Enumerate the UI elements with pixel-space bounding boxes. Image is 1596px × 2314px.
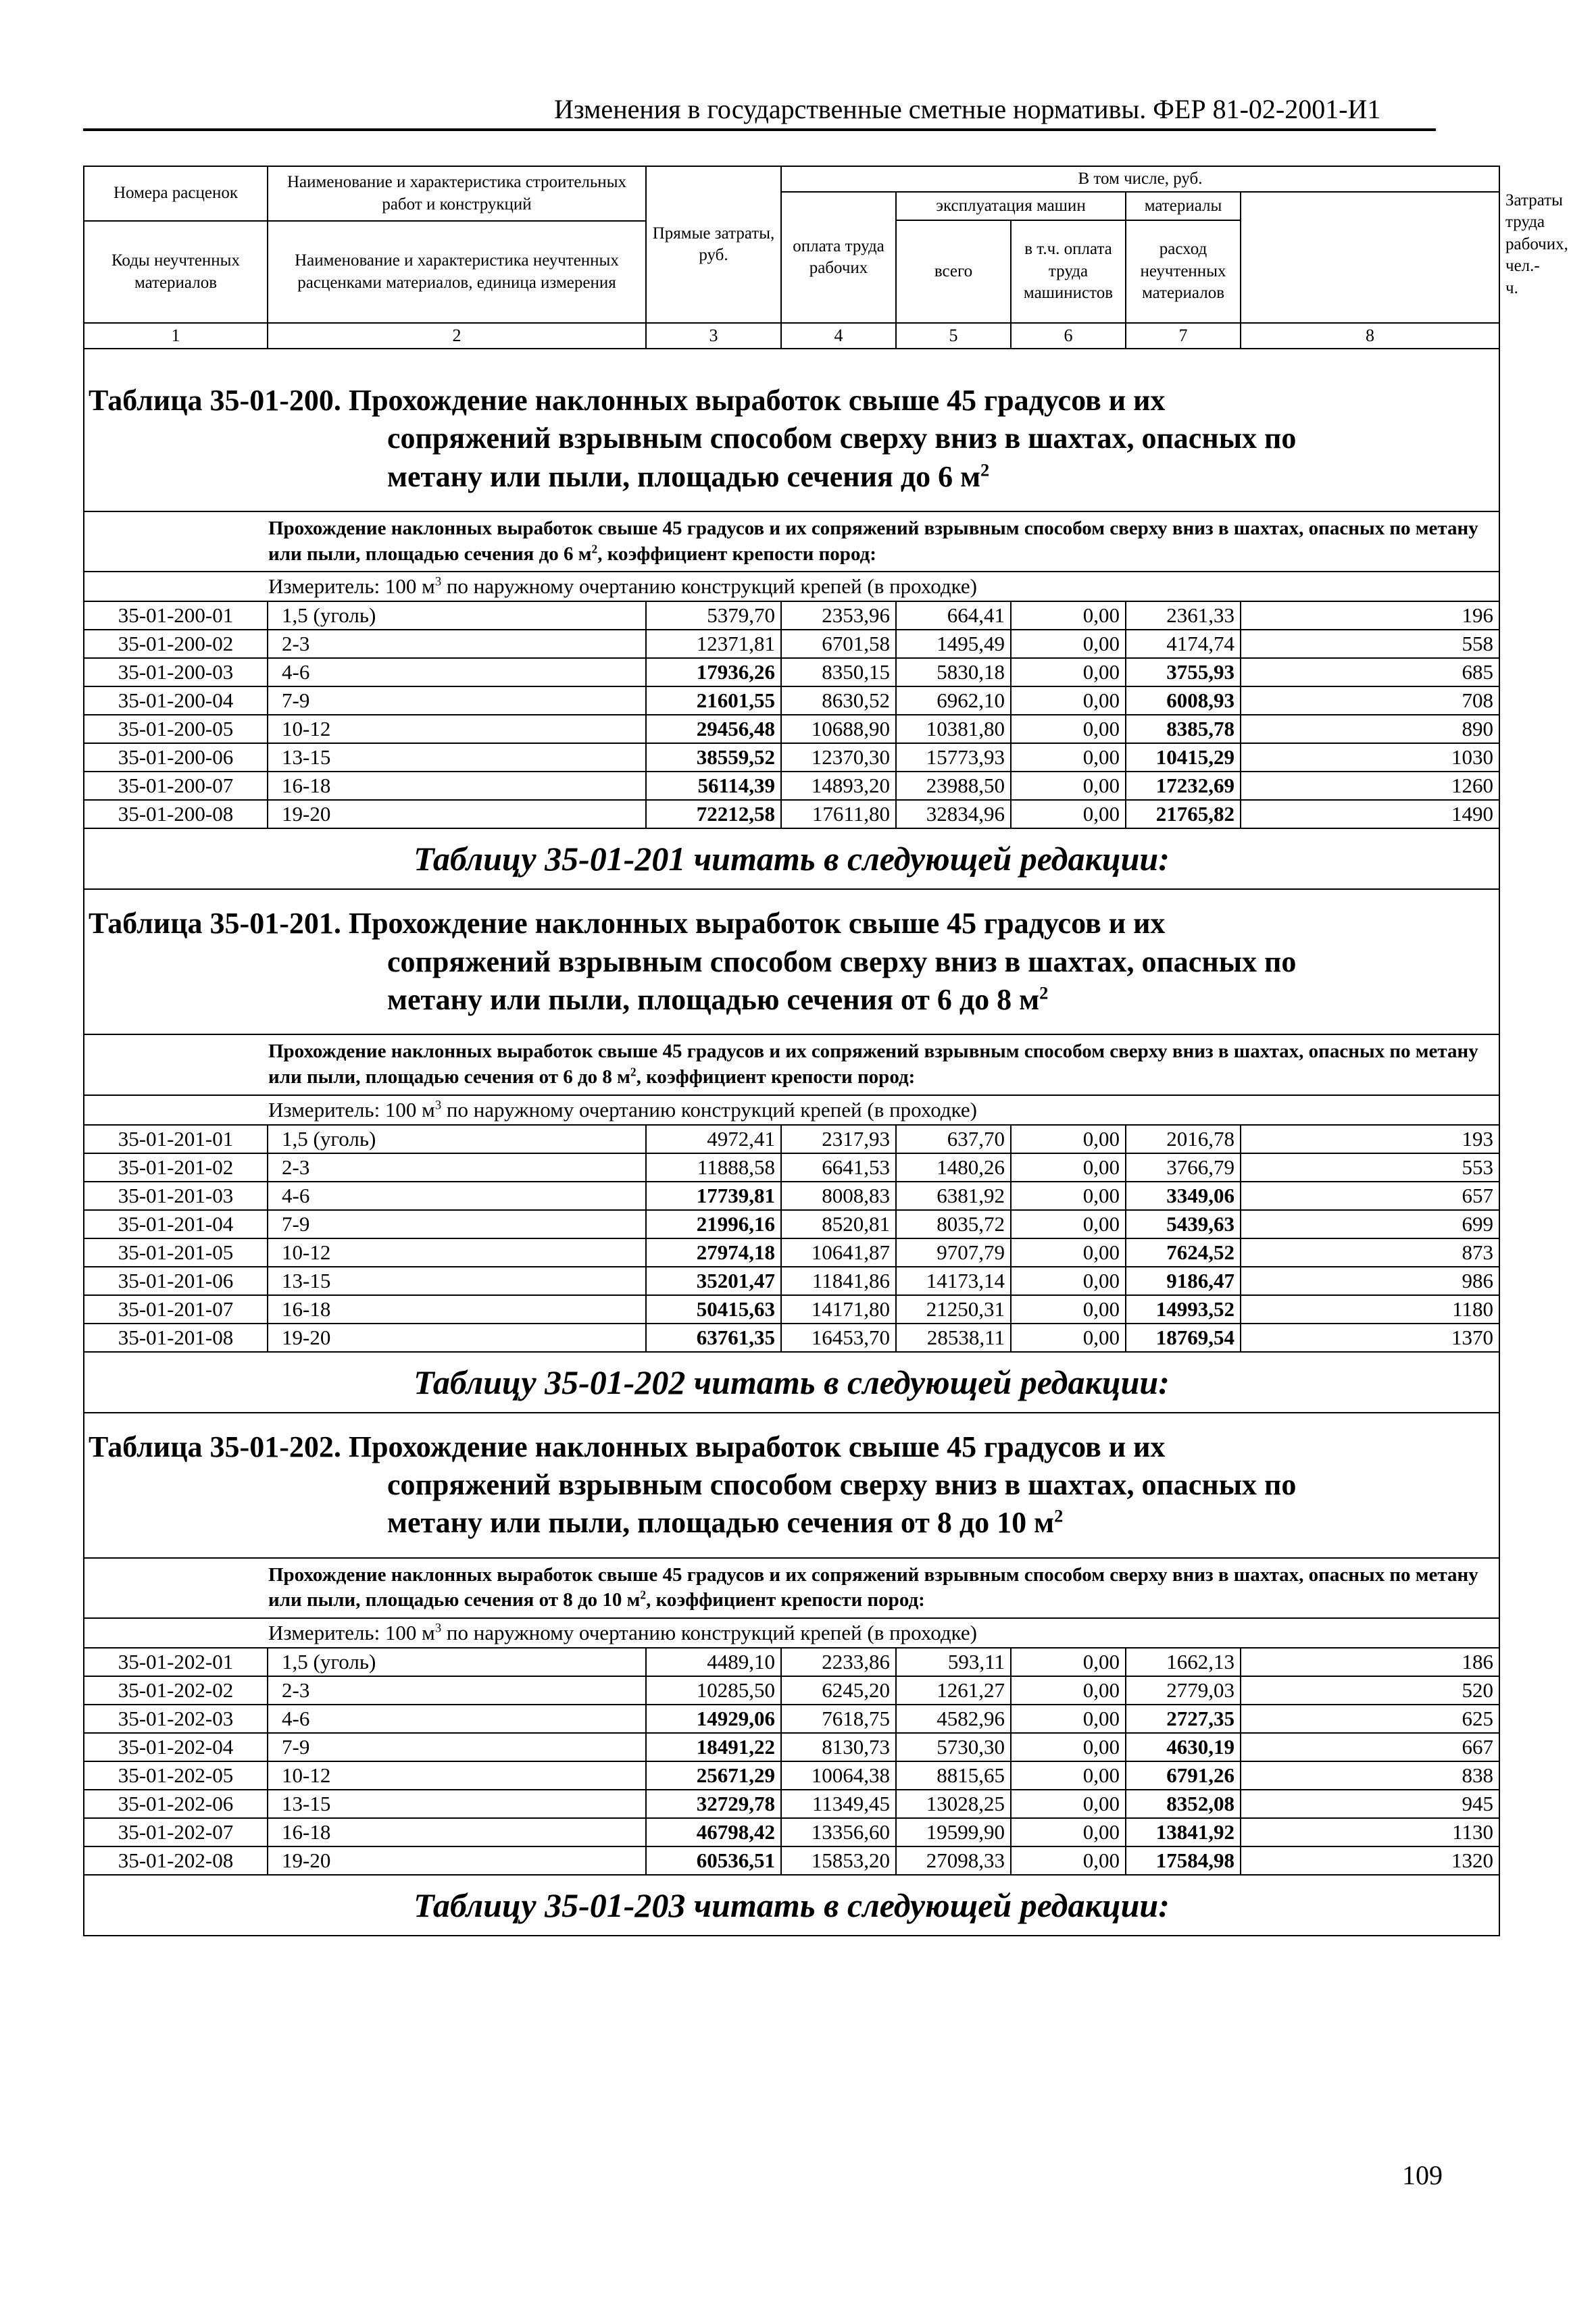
- table-row: [84, 1267, 1499, 1295]
- table-title-line: Таблица 35-01-202. Прохождение наклонных выработок свыше 45 градусов и их: [89, 1430, 1166, 1463]
- cell-rock-hardness: 16-18: [268, 1818, 646, 1846]
- cell-machinist-pay: 0,00: [1011, 743, 1126, 772]
- cell-machine-operation: 8035,72: [896, 1210, 1011, 1238]
- cell-machine-operation: 1261,27: [896, 1676, 1011, 1705]
- superscript: 2: [640, 1588, 647, 1602]
- cell-labor-pay: 6245,20: [781, 1676, 896, 1705]
- column-number: 1: [84, 323, 268, 349]
- cell-direct-costs: 50415,63: [646, 1295, 781, 1324]
- cell-labor-hours: 625: [1241, 1705, 1499, 1733]
- cell-labor-hours: 558: [1241, 630, 1499, 658]
- cell-rock-hardness: 10-12: [268, 1761, 646, 1790]
- cell-labor-hours: 193: [1241, 1125, 1499, 1153]
- cell-rock-hardness: 19-20: [268, 1846, 646, 1875]
- cell-rock-hardness: 2-3: [268, 1153, 646, 1182]
- cell-materials: 8385,78: [1126, 715, 1241, 743]
- cell-labor-hours: 1130: [1241, 1818, 1499, 1846]
- revision-note-row: [84, 1352, 1499, 1413]
- cell-rock-hardness: 19-20: [268, 800, 646, 828]
- table-row: [84, 1295, 1499, 1324]
- column-number: 6: [1011, 323, 1126, 349]
- cell-rate-code: 35-01-202-01: [84, 1648, 268, 1676]
- table-row: [84, 1790, 1499, 1818]
- cell-machine-operation: 6381,92: [896, 1182, 1011, 1210]
- cell-direct-costs: 10285,50: [646, 1676, 781, 1705]
- measure-unit: [84, 1095, 1499, 1125]
- cell-machine-operation: 23988,50: [896, 772, 1011, 800]
- cell-labor-pay: 10688,90: [781, 715, 896, 743]
- cell-labor-pay: 15853,20: [781, 1846, 896, 1875]
- measure-row: [84, 1618, 1499, 1648]
- cell-rate-code: 35-01-201-07: [84, 1295, 268, 1324]
- work-description: [84, 1034, 1499, 1095]
- cell-labor-hours: 186: [1241, 1648, 1499, 1676]
- table-row: [84, 686, 1499, 715]
- cell-rock-hardness: 13-15: [268, 1790, 646, 1818]
- cell-rate-code: 35-01-200-02: [84, 630, 268, 658]
- cell-labor-pay: 8350,15: [781, 658, 896, 686]
- cell-materials: 17584,98: [1126, 1846, 1241, 1875]
- cell-materials: 2727,35: [1126, 1705, 1241, 1733]
- cell-machine-operation: 10381,80: [896, 715, 1011, 743]
- cell-labor-hours: 1260: [1241, 772, 1499, 800]
- page-number: 109: [1402, 2160, 1443, 2190]
- cell-machinist-pay: 0,00: [1011, 1790, 1126, 1818]
- measure-text: Измеритель: 100 м: [268, 1620, 435, 1644]
- cell-direct-costs: 12371,81: [646, 630, 781, 658]
- cell-materials: 3349,06: [1126, 1182, 1241, 1210]
- cell-machinist-pay: 0,00: [1011, 1676, 1126, 1705]
- cell-labor-hours: 890: [1241, 715, 1499, 743]
- cell-labor-pay: 8630,52: [781, 686, 896, 715]
- column-number: 5: [896, 323, 1011, 349]
- cell-direct-costs: 46798,42: [646, 1818, 781, 1846]
- table-row: [84, 1210, 1499, 1238]
- description-tail: , коэффициент крепости пород:: [646, 1589, 925, 1611]
- cell-rate-code: 35-01-202-03: [84, 1705, 268, 1733]
- cell-direct-costs: 17739,81: [646, 1182, 781, 1210]
- cell-labor-hours: 708: [1241, 686, 1499, 715]
- column-number: 4: [781, 323, 896, 349]
- table-title-text: метану или пыли, площадью сечения от 8 до 10 м: [387, 1506, 1055, 1540]
- cell-direct-costs: 14929,06: [646, 1705, 781, 1733]
- table-title-line: [89, 981, 1495, 1019]
- description-text: Прохождение наклонных выработок свыше 45 градусов и их сопряжений взрывным способом сверху вниз в шахтах, опасных по метану или пыли, площадью сечения от 6 до 8 м: [268, 1040, 1478, 1088]
- cell-direct-costs: 35201,47: [646, 1267, 781, 1295]
- table-title-line: Таблица 35-01-201. Прохождение наклонных выработок свыше 45 градусов и их: [89, 907, 1166, 940]
- cell-machine-operation: 15773,93: [896, 743, 1011, 772]
- cell-machinist-pay: 0,00: [1011, 630, 1126, 658]
- cell-direct-costs: 4972,41: [646, 1125, 781, 1153]
- cell-machine-operation: 27098,33: [896, 1846, 1011, 1875]
- table-title-line: [89, 1504, 1495, 1542]
- cell-labor-hours: 838: [1241, 1761, 1499, 1790]
- cell-labor-hours: 1320: [1241, 1846, 1499, 1875]
- header-work-name: Наименование и характеристика строительных работ и конструкций: [268, 166, 646, 221]
- table-row: [84, 1733, 1499, 1761]
- table-title-line: сопряжений взрывным способом сверху вниз в шахтах, опасных по: [387, 422, 1297, 455]
- cell-labor-hours: 945: [1241, 1790, 1499, 1818]
- cell-machinist-pay: 0,00: [1011, 1846, 1126, 1875]
- revision-note: Таблицу 35-01-201 читать в следующей редакции:: [84, 828, 1499, 889]
- header-rate-number: Номера расценок: [84, 166, 268, 221]
- cell-labor-hours: 196: [1241, 601, 1499, 630]
- description-text: Прохождение наклонных выработок свыше 45 градусов и их сопряжений взрывным способом сверху вниз в шахтах, опасных по метану или пыли, площадью сечения от 8 до 10 м: [268, 1563, 1478, 1611]
- cell-rate-code: 35-01-202-04: [84, 1733, 268, 1761]
- cell-machine-operation: 664,41: [896, 601, 1011, 630]
- header-material-name: Наименование и характеристика неучтенных расценками материалов, единица измерения: [268, 221, 646, 323]
- superscript: 3: [434, 574, 442, 589]
- cell-rate-code: 35-01-201-06: [84, 1267, 268, 1295]
- header-materials: материалы: [1126, 192, 1241, 220]
- table-row: [84, 1125, 1499, 1153]
- header-machine-total: всего: [896, 220, 1011, 323]
- table-row: [84, 1182, 1499, 1210]
- cell-machinist-pay: 0,00: [1011, 686, 1126, 715]
- cell-machine-operation: 6962,10: [896, 686, 1011, 715]
- cell-machinist-pay: 0,00: [1011, 1267, 1126, 1295]
- cell-labor-pay: 6701,58: [781, 630, 896, 658]
- column-number: 8: [1241, 323, 1499, 349]
- description-row: [84, 1558, 1499, 1618]
- cell-direct-costs: 17936,26: [646, 658, 781, 686]
- cell-machine-operation: 4582,96: [896, 1705, 1011, 1733]
- cell-rate-code: 35-01-200-07: [84, 772, 268, 800]
- cell-rate-code: 35-01-202-08: [84, 1846, 268, 1875]
- cell-materials: 2779,03: [1126, 1676, 1241, 1705]
- table-title-line: сопряжений взрывным способом сверху вниз в шахтах, опасных по: [387, 1467, 1297, 1501]
- cell-direct-costs: 72212,58: [646, 800, 781, 828]
- superscript: 3: [434, 1621, 442, 1636]
- superscript: 3: [434, 1098, 442, 1113]
- cell-machinist-pay: 0,00: [1011, 1210, 1126, 1238]
- header-machinist-pay: в т.ч. оплата труда машинистов: [1011, 220, 1126, 323]
- cell-materials: 2016,78: [1126, 1125, 1241, 1153]
- cell-rock-hardness: 4-6: [268, 1705, 646, 1733]
- revision-note: Таблицу 35-01-202 читать в следующей редакции:: [84, 1352, 1499, 1413]
- cell-direct-costs: 60536,51: [646, 1846, 781, 1875]
- cell-materials: 2361,33: [1126, 601, 1241, 630]
- measure-unit: [84, 572, 1499, 601]
- cell-machinist-pay: 0,00: [1011, 1125, 1126, 1153]
- cell-rock-hardness: 7-9: [268, 1210, 646, 1238]
- cell-labor-hours: 667: [1241, 1733, 1499, 1761]
- cell-rock-hardness: 19-20: [268, 1324, 646, 1352]
- cell-labor-hours: 1180: [1241, 1295, 1499, 1324]
- table-row: [84, 1761, 1499, 1790]
- cell-labor-pay: 13356,60: [781, 1818, 896, 1846]
- cell-labor-pay: 14893,20: [781, 772, 896, 800]
- cell-rock-hardness: 7-9: [268, 1733, 646, 1761]
- description-tail: , коэффициент крепости пород:: [597, 543, 876, 565]
- table-row: [84, 743, 1499, 772]
- table-title-line: [89, 458, 1495, 496]
- cell-machine-operation: 1495,49: [896, 630, 1011, 658]
- cell-labor-hours: 553: [1241, 1153, 1499, 1182]
- cell-machinist-pay: 0,00: [1011, 1238, 1126, 1267]
- header-materials-unaccounted: расход неучтенных материалов: [1126, 220, 1241, 323]
- measure-row: [84, 1095, 1499, 1125]
- cell-labor-pay: 8130,73: [781, 1733, 896, 1761]
- estimate-table: Номера расценок Наименование и характеристика строительных работ и конструкций Прямые затраты, руб. В том числе, руб. Затраты труда рабочих, чел.-ч. оплата труда рабочих эксплуатация машин материалы всего в т.ч. оплата труда машинистов расход неучтенных материалов Коды неучтенных материалов Наименование и характеристика неучтенных расценками материалов, единица измерения 1 2 3 4 5 6 7 8 Таблица 35-01-200. Прохождение наклонных выработок свыше 45 градусов и их сопряжений взрывным способом сверху вниз в шахтах, опасных по метану или пыли, площадью сечения до 6 $м^2$ Прохождение наклонных выработок свыше 45 градусов и их сопряжений взрывным способом сверху вниз в шахтах, опасных по метану или пыли, площадью сечения до 6 $м^2$, коэффициент крепости пород: Измеритель: 100 $м^3$ по наружному очертанию конструкций крепей (в проходке) 35-01-200-01 1,5 (уголь) 5379,70 2353,96 664,41 0,00 2361,33 196 35-01-200-02 2-3 12371,81 6701,58 1495,49 0,00 4174,74 558 35-01-200-03 4-6 17936,26 8350,15 5830,18 0,00 3755,93 685 35-01-200-04 7-9 21601,55 8630,52 6962,10 0,00 6008,93 708 35-01-200-05 10-12 29456,48 10688,90 10381,80 0,00 8385,78 890 35-01-200-06 13-15 38559,52 12370,30 15773,93 0,00 10415,29 1030 35-01-200-07 16-18 56114,39 14893,20 23988,50 0,00 17232,69 1260 35-01-200-08 19-20 72212,58 17611,80 32834,96 0,00 21765,82 1490 Таблицу 35-01-201 читать в следующей редакции: Таблица 35-01-201. Прохождение наклонных выработок свыше 45 градусов и их сопряжений взрывным способом сверху вниз в шахтах, опасных по метану или пыли, площадью сечения от 6 до 8 $м^2$ Прохождение наклонных выработок свыше 45 градусов и их сопряжений взрывным способом сверху вниз в шахтах, опасных по метану или пыли, площадью сечения от 6 до 8 $м^2$, коэффициент крепости пород: Измеритель: 100 $м^3$ по наружному очертанию конструкций крепей (в проходке) 35-01-201-01 1,5 (уголь) 4972,41 2317,93 637,70 0,00 2016,78 193 35-01-201-02 2-3 11888,58 6641,53 1480,26 0,00 3766,79 553 35-01-201-03 4-6 17739,81 8008,83 6381,92 0,00 3349,06 657 35-01-201-04 7-9 21996,16 8520,81 8035,72 0,00 5439,63 699 35-01-201-05 10-12 27974,18 10641,87 9707,79 0,00 7624,52 873 35-01-201-06 13-15 35201,47 11841,86 14173,14 0,00 9186,47 986 35-01-201-07 16-18 50415,63 14171,80 21250,31 0,00 14993,52 1180 35-01-201-08 19-20 63761,35 16453,70 28538,11 0,00 18769,54 1370 Таблицу 35-01-202 читать в следующей редакции: Таблица 35-01-202. Прохождение наклонных выработок свыше 45 градусов и их сопряжений взрывным способом сверху вниз в шахтах, опасных по метану или пыли, площадью сечения от 8 до 10 $м^2$ Прохождение наклонных выработок свыше 45 градусов и их сопряжений взрывным способом сверху вниз в шахтах, опасных по метану или пыли, площадью сечения от 8 до 10 $м^2$, коэффициент крепости пород: Измеритель: 100 $м^3$ по наружному очертанию конструкций крепей (в проходке) 35-01-202-01 1,5 (уголь) 4489,10 2233,86 593,11 0,00 1662,13 186 35-01-202-02 2-3 10285,50 6245,20 1261,27 0,00 2779,03 520 35-01-202-03 4-6 14929,06 7618,75 4582,96 0,00 2727,35 625 35-01-202-04 7-9 18491,22 8130,73 5730,30 0,00 4630,19 667 35-01-202-05 10-12 25671,29 10064,38 8815,65 0,00 6791,26 838 35-01-202-06 13-15 32729,78 11349,45 13028,25 0,00 8352,08 945 35-01-202-07 16-18 46798,42 13356,60 19599,90 0,00 13841,92 1130 35-01-202-08 19-20 60536,51 15853,20 27098,33 0,00 17584,98 1320 Таблицу 35-01-203 читать в следующей редакции:: [83, 166, 1500, 1936]
- cell-materials: 3755,93: [1126, 658, 1241, 686]
- cell-labor-hours: 873: [1241, 1238, 1499, 1267]
- cell-machinist-pay: 0,00: [1011, 1182, 1126, 1210]
- cell-machinist-pay: 0,00: [1011, 1648, 1126, 1676]
- cell-materials: 4630,19: [1126, 1733, 1241, 1761]
- header-including: В том числе, руб.: [781, 166, 1499, 192]
- cell-materials: 13841,92: [1126, 1818, 1241, 1846]
- cell-materials: 17232,69: [1126, 772, 1241, 800]
- superscript: 2: [1039, 982, 1049, 1003]
- cell-machine-operation: 1480,26: [896, 1153, 1011, 1182]
- cell-rock-hardness: 2-3: [268, 1676, 646, 1705]
- running-head: Изменения в государственные сметные нормативы. ФЕР 81-02-2001-И1: [554, 94, 1381, 124]
- table-row: [84, 1846, 1499, 1875]
- cell-rock-hardness: 10-12: [268, 715, 646, 743]
- column-number: 3: [646, 323, 781, 349]
- cell-rate-code: 35-01-201-04: [84, 1210, 268, 1238]
- cell-rate-code: 35-01-201-02: [84, 1153, 268, 1182]
- description-row: [84, 1034, 1499, 1095]
- work-description: [84, 1558, 1499, 1618]
- table-row: [84, 800, 1499, 828]
- cell-machinist-pay: 0,00: [1011, 601, 1126, 630]
- table-row: [84, 1238, 1499, 1267]
- cell-labor-hours: 1370: [1241, 1324, 1499, 1352]
- description-tail: , коэффициент крепости пород:: [636, 1065, 916, 1088]
- cell-rock-hardness: 13-15: [268, 1267, 646, 1295]
- cell-rate-code: 35-01-201-01: [84, 1125, 268, 1153]
- table-title-row: [84, 367, 1499, 511]
- cell-materials: 7624,52: [1126, 1238, 1241, 1267]
- cell-labor-hours: 657: [1241, 1182, 1499, 1210]
- header-labor-pay: оплата труда рабочих: [781, 192, 896, 323]
- superscript: 2: [591, 541, 598, 555]
- cell-rate-code: 35-01-201-05: [84, 1238, 268, 1267]
- cell-machinist-pay: 0,00: [1011, 1818, 1126, 1846]
- cell-machine-operation: 9707,79: [896, 1238, 1011, 1267]
- cell-machine-operation: 593,11: [896, 1648, 1011, 1676]
- cell-materials: 14993,52: [1126, 1295, 1241, 1324]
- table-title: [84, 367, 1499, 511]
- cell-materials: 1662,13: [1126, 1648, 1241, 1676]
- header-direct-costs: Прямые затраты, руб.: [646, 166, 781, 323]
- column-number: 2: [268, 323, 646, 349]
- superscript: 2: [630, 1065, 637, 1079]
- cell-rock-hardness: 1,5 (уголь): [268, 601, 646, 630]
- header-machine-operation: эксплуатация машин: [896, 192, 1126, 220]
- cell-direct-costs: 63761,35: [646, 1324, 781, 1352]
- description-text: Прохождение наклонных выработок свыше 45 градусов и их сопряжений взрывным способом сверху вниз в шахтах, опасных по метану или пыли, площадью сечения до 6 м: [268, 517, 1478, 565]
- cell-machine-operation: 21250,31: [896, 1295, 1011, 1324]
- header-material-codes: Коды неучтенных материалов: [84, 221, 268, 323]
- table-row: [84, 1818, 1499, 1846]
- superscript: 2: [1054, 1505, 1064, 1526]
- cell-labor-hours: 520: [1241, 1676, 1499, 1705]
- cell-machinist-pay: 0,00: [1011, 1295, 1126, 1324]
- table-title-text: метану или пыли, площадью сечения от 6 до 8 м: [387, 982, 1040, 1016]
- cell-labor-pay: 17611,80: [781, 800, 896, 828]
- cell-labor-pay: 6641,53: [781, 1153, 896, 1182]
- cell-rate-code: 35-01-200-06: [84, 743, 268, 772]
- cell-rate-code: 35-01-202-06: [84, 1790, 268, 1818]
- cell-machine-operation: 5730,30: [896, 1733, 1011, 1761]
- cell-labor-pay: 8520,81: [781, 1210, 896, 1238]
- cell-materials: 6008,93: [1126, 686, 1241, 715]
- table-row: [84, 715, 1499, 743]
- cell-materials: 6791,26: [1126, 1761, 1241, 1790]
- cell-direct-costs: 21996,16: [646, 1210, 781, 1238]
- cell-machinist-pay: 0,00: [1011, 715, 1126, 743]
- table-row: [84, 1153, 1499, 1182]
- cell-labor-hours: 685: [1241, 658, 1499, 686]
- cell-machine-operation: 5830,18: [896, 658, 1011, 686]
- revision-note-row: [84, 828, 1499, 889]
- table-title-line: Таблица 35-01-200. Прохождение наклонных выработок свыше 45 градусов и их: [89, 384, 1166, 417]
- revision-note: Таблицу 35-01-203 читать в следующей редакции:: [84, 1875, 1499, 1936]
- table-row: [84, 1705, 1499, 1733]
- measure-tail: по наружному очертанию конструкций крепей (в проходке): [441, 574, 977, 599]
- measure-tail: по наружному очертанию конструкций крепей (в проходке): [441, 1620, 977, 1644]
- column-number: 7: [1126, 323, 1241, 349]
- table-row: [84, 658, 1499, 686]
- cell-machinist-pay: 0,00: [1011, 1733, 1126, 1761]
- table-row: [84, 630, 1499, 658]
- cell-rock-hardness: 16-18: [268, 1295, 646, 1324]
- cell-rate-code: 35-01-201-08: [84, 1324, 268, 1352]
- table-title-row: [84, 889, 1499, 1034]
- measure-text: Измеритель: 100 м: [268, 1097, 435, 1122]
- table-row: [84, 1648, 1499, 1676]
- cell-labor-pay: 11841,86: [781, 1267, 896, 1295]
- cell-rate-code: 35-01-202-02: [84, 1676, 268, 1705]
- cell-labor-pay: 8008,83: [781, 1182, 896, 1210]
- cell-machinist-pay: 0,00: [1011, 658, 1126, 686]
- cell-materials: 10415,29: [1126, 743, 1241, 772]
- cell-rock-hardness: 7-9: [268, 686, 646, 715]
- cell-rate-code: 35-01-200-03: [84, 658, 268, 686]
- cell-machine-operation: 28538,11: [896, 1324, 1011, 1352]
- cell-direct-costs: 11888,58: [646, 1153, 781, 1182]
- cell-machinist-pay: 0,00: [1011, 1153, 1126, 1182]
- cell-labor-pay: 10064,38: [781, 1761, 896, 1790]
- cell-direct-costs: 25671,29: [646, 1761, 781, 1790]
- cell-rock-hardness: 4-6: [268, 658, 646, 686]
- cell-labor-pay: 16453,70: [781, 1324, 896, 1352]
- description-row: [84, 511, 1499, 572]
- table-row: [84, 1676, 1499, 1705]
- work-description: [84, 511, 1499, 572]
- cell-rate-code: 35-01-201-03: [84, 1182, 268, 1210]
- cell-direct-costs: 38559,52: [646, 743, 781, 772]
- cell-labor-pay: 10641,87: [781, 1238, 896, 1267]
- cell-direct-costs: 5379,70: [646, 601, 781, 630]
- header-rule: [83, 128, 1436, 131]
- superscript: 2: [980, 459, 990, 480]
- cell-direct-costs: 4489,10: [646, 1648, 781, 1676]
- cell-labor-pay: 12370,30: [781, 743, 896, 772]
- cell-materials: 5439,63: [1126, 1210, 1241, 1238]
- cell-machine-operation: 637,70: [896, 1125, 1011, 1153]
- cell-machine-operation: 32834,96: [896, 800, 1011, 828]
- cell-direct-costs: 56114,39: [646, 772, 781, 800]
- cell-labor-pay: 7618,75: [781, 1705, 896, 1733]
- cell-rate-code: 35-01-202-07: [84, 1818, 268, 1846]
- cell-direct-costs: 32729,78: [646, 1790, 781, 1818]
- table-row: [84, 772, 1499, 800]
- cell-rock-hardness: 13-15: [268, 743, 646, 772]
- cell-labor-pay: 11349,45: [781, 1790, 896, 1818]
- table-row: [84, 1324, 1499, 1352]
- cell-rock-hardness: 10-12: [268, 1238, 646, 1267]
- cell-machine-operation: 13028,25: [896, 1790, 1011, 1818]
- cell-labor-pay: 2353,96: [781, 601, 896, 630]
- cell-rock-hardness: 1,5 (уголь): [268, 1125, 646, 1153]
- cell-labor-pay: 2233,86: [781, 1648, 896, 1676]
- cell-machinist-pay: 0,00: [1011, 1324, 1126, 1352]
- measure-row: [84, 572, 1499, 601]
- cell-direct-costs: 18491,22: [646, 1733, 781, 1761]
- cell-materials: 3766,79: [1126, 1153, 1241, 1182]
- cell-direct-costs: 27974,18: [646, 1238, 781, 1267]
- cell-machinist-pay: 0,00: [1011, 1705, 1126, 1733]
- cell-rock-hardness: 2-3: [268, 630, 646, 658]
- table-title-text: метану или пыли, площадью сечения до 6 м: [387, 459, 981, 493]
- table-title-line: сопряжений взрывным способом сверху вниз в шахтах, опасных по: [387, 945, 1297, 978]
- cell-machinist-pay: 0,00: [1011, 1761, 1126, 1790]
- cell-direct-costs: 29456,48: [646, 715, 781, 743]
- cell-rate-code: 35-01-200-08: [84, 800, 268, 828]
- table-title: [84, 1413, 1499, 1558]
- cell-materials: 9186,47: [1126, 1267, 1241, 1295]
- cell-rock-hardness: 16-18: [268, 772, 646, 800]
- measure-tail: по наружному очертанию конструкций крепей (в проходке): [441, 1097, 977, 1122]
- cell-rock-hardness: 4-6: [268, 1182, 646, 1210]
- cell-direct-costs: 21601,55: [646, 686, 781, 715]
- cell-labor-hours: 986: [1241, 1267, 1499, 1295]
- cell-materials: 8352,08: [1126, 1790, 1241, 1818]
- cell-materials: 4174,74: [1126, 630, 1241, 658]
- cell-rate-code: 35-01-200-05: [84, 715, 268, 743]
- cell-labor-hours: 1490: [1241, 800, 1499, 828]
- cell-rate-code: 35-01-202-05: [84, 1761, 268, 1790]
- table-row: [84, 601, 1499, 630]
- cell-labor-hours: 699: [1241, 1210, 1499, 1238]
- cell-rate-code: 35-01-200-01: [84, 601, 268, 630]
- cell-machinist-pay: 0,00: [1011, 800, 1126, 828]
- cell-materials: 21765,82: [1126, 800, 1241, 828]
- cell-machine-operation: 19599,90: [896, 1818, 1011, 1846]
- revision-note-row: [84, 1875, 1499, 1936]
- cell-machinist-pay: 0,00: [1011, 772, 1126, 800]
- cell-labor-pay: 2317,93: [781, 1125, 896, 1153]
- cell-machine-operation: 8815,65: [896, 1761, 1011, 1790]
- spacer-row: [84, 349, 1499, 367]
- table-title-row: [84, 1413, 1499, 1558]
- cell-labor-pay: 14171,80: [781, 1295, 896, 1324]
- cell-rock-hardness: 1,5 (уголь): [268, 1648, 646, 1676]
- cell-machine-operation: 14173,14: [896, 1267, 1011, 1295]
- cell-rate-code: 35-01-200-04: [84, 686, 268, 715]
- measure-text: Измеритель: 100 м: [268, 574, 435, 599]
- cell-labor-hours: 1030: [1241, 743, 1499, 772]
- measure-unit: [84, 1618, 1499, 1648]
- cell-materials: 18769,54: [1126, 1324, 1241, 1352]
- table-title: [84, 889, 1499, 1034]
